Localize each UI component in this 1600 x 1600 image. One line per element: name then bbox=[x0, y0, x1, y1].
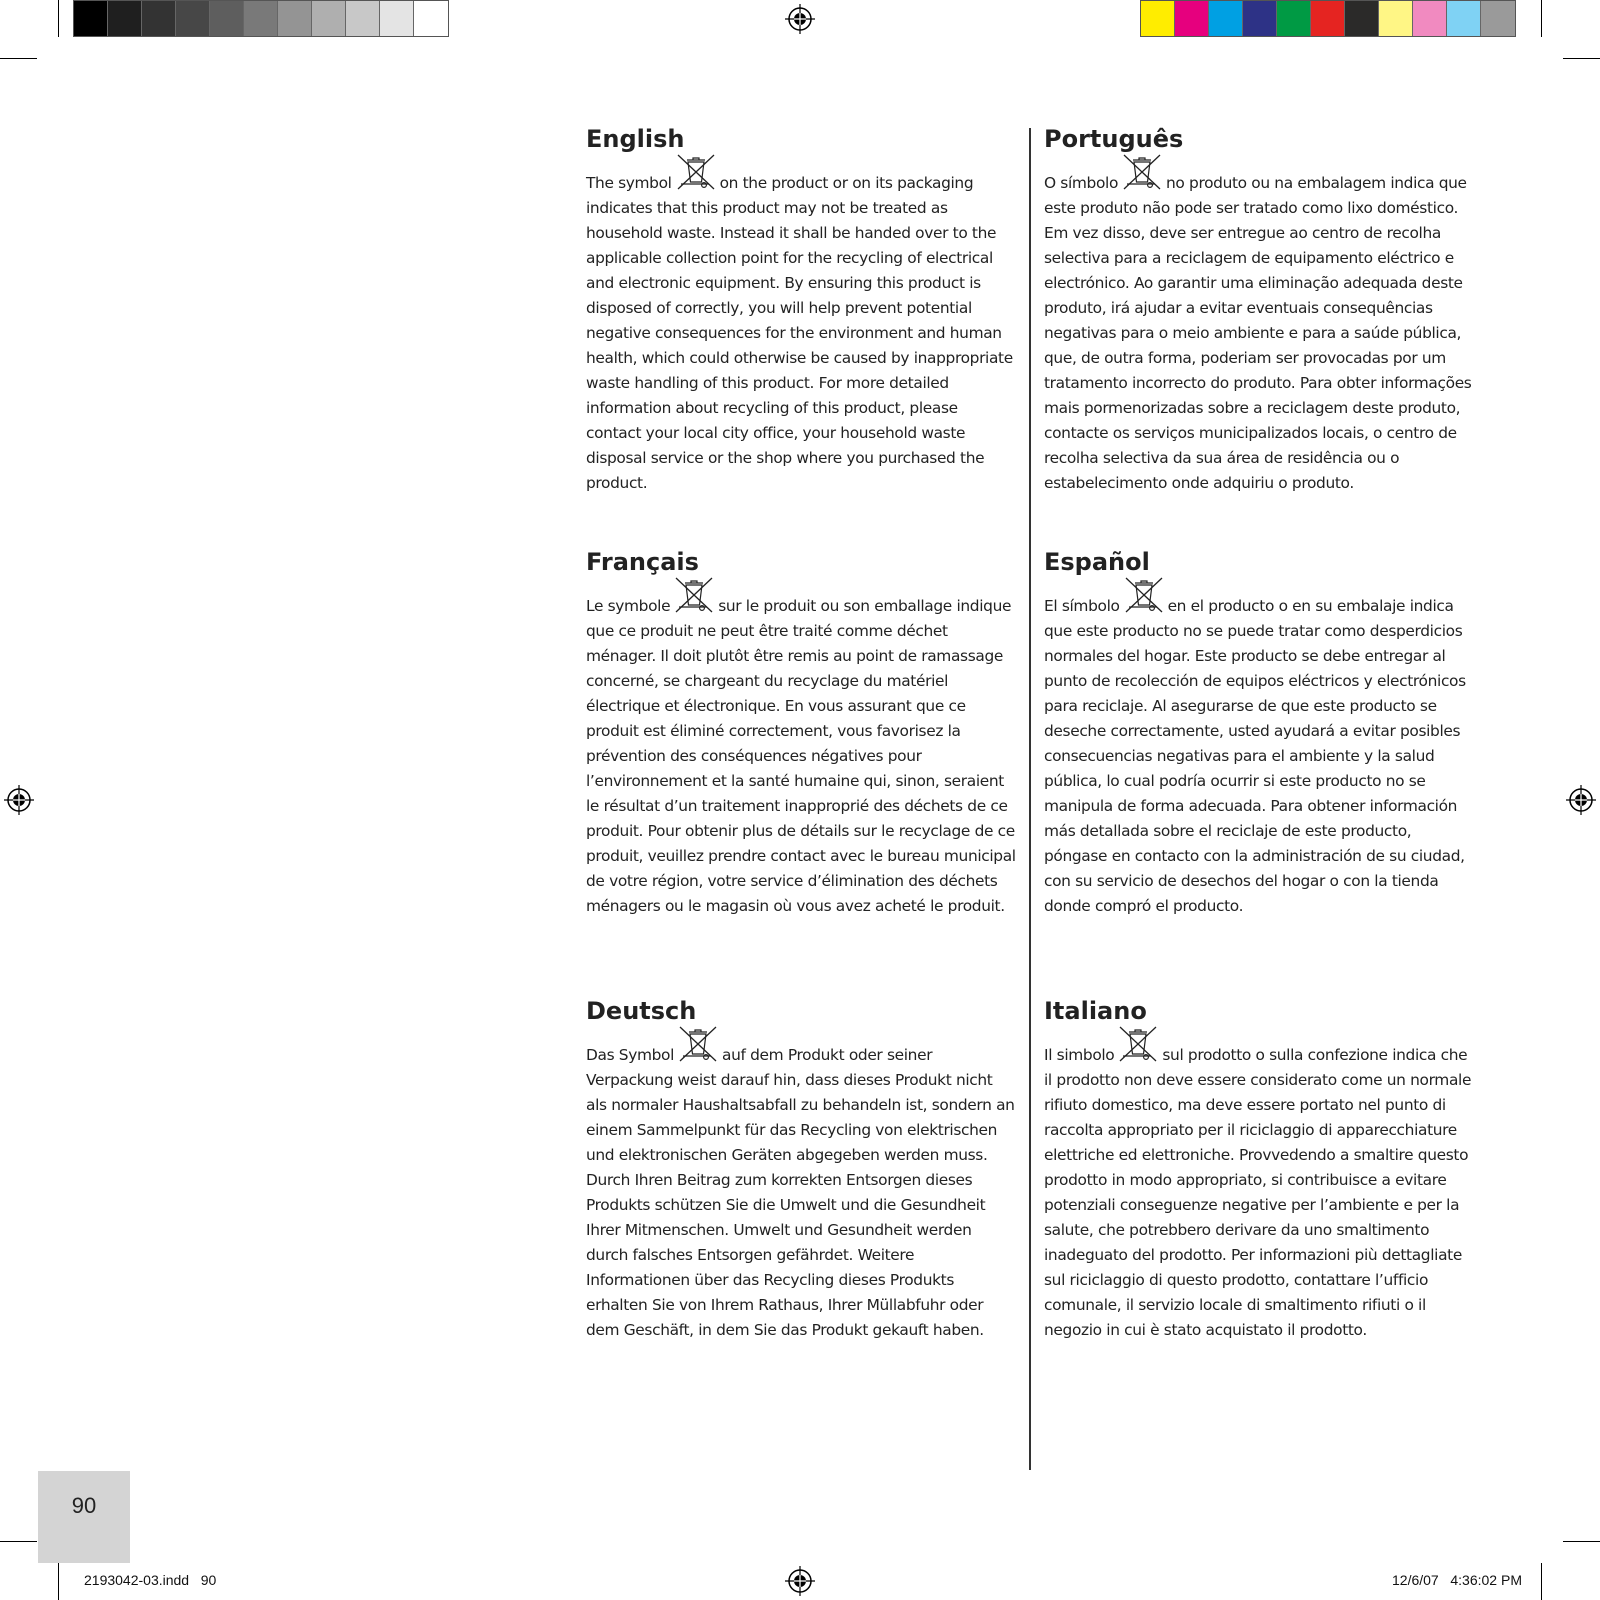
weee-bin-icon bbox=[1124, 575, 1164, 615]
color-swatch bbox=[1141, 1, 1175, 36]
column-divider bbox=[1029, 128, 1031, 1470]
color-swatch bbox=[1413, 1, 1447, 36]
section-deutsch bbox=[586, 996, 1016, 1343]
color-swatch bbox=[1277, 1, 1311, 36]
color-swatch bbox=[176, 1, 210, 36]
color-swatch bbox=[1243, 1, 1277, 36]
color-swatch bbox=[380, 1, 414, 36]
crop-mark bbox=[0, 58, 37, 59]
crop-mark bbox=[1541, 1563, 1542, 1600]
weee-bin-icon bbox=[678, 1024, 718, 1064]
section-espanol bbox=[1044, 547, 1474, 919]
color-swatch bbox=[1209, 1, 1243, 36]
color-swatch bbox=[312, 1, 346, 36]
crop-mark bbox=[58, 0, 59, 37]
color-swatch bbox=[346, 1, 380, 36]
crop-mark bbox=[1563, 1541, 1600, 1542]
section-title: Português bbox=[1044, 125, 1184, 153]
crop-mark bbox=[58, 1563, 59, 1600]
crop-mark bbox=[0, 1541, 37, 1542]
section-body: Le symbole sur le produit ou son emballage indique que ce produit ne peut être traité comme déchet ménager. Il doit plutôt être remis au point de ramassage concerné, se chargeant du recyclage du matériel électrique et électronique. En vous assurant que ce produit est éliminé correctement, vous favorisez la prévention des conséquences négatives pour l’environnement et la santé humaine qui, sinon, seraient le résultat d’un traitement inapproprié des déchets de ce produit. Pour obtenir plus de détails sur le recyclage de ce produit, veuillez prendre contact avec le bureau municipal de votre région, votre service d’élimination des déchets ménagers ou le magasin où vous avez acheté le produit. bbox=[586, 591, 1016, 919]
color-swatch bbox=[414, 1, 448, 36]
registration-mark-icon bbox=[785, 1566, 815, 1596]
color-swatch bbox=[278, 1, 312, 36]
weee-bin-icon bbox=[1122, 152, 1162, 192]
section-body: El símbolo en el producto o en su embalaje indica que este producto no se puede tratar como desperdicios normales del hogar. Este producto se debe entregar al punto de recolección de equipos eléctricos y electrónicos para reciclaje. Al asegurarse de que este producto se deseche correctamente, usted ayudará a evitar posibles consecuencias negativas para el ambiente y la salud pública, lo cual podría ocurrir si este producto no se manipula de forma adecuada. Para obtener información más detallada sobre el reciclaje de este producto, póngase en contacto con la administración de su ciudad, con su servicio de desechos del hogar o con la tienda donde compró el producto. bbox=[1044, 591, 1474, 919]
print-timestamp: 12/6/07 4:36:02 PM bbox=[1392, 1572, 1522, 1588]
color-swatch bbox=[244, 1, 278, 36]
color-swatch bbox=[1175, 1, 1209, 36]
registration-mark-icon bbox=[785, 4, 815, 34]
color-swatch bbox=[1379, 1, 1413, 36]
section-italiano bbox=[1044, 996, 1474, 1343]
color-swatch bbox=[1311, 1, 1345, 36]
section-body: The symbol on the product or on its packaging indicates that this product may not be treated as household waste. Instead it shall be handed over to the applicable collection point for the recycling of electrical and electronic equipment. By ensuring this product is disposed of correctly, you will help prevent potential negative consequences for the environment and human health, which could otherwise be caused by inappropriate waste handling of this product. For more detailed information about recycling of this product, please contact your local city office, your household waste disposal service or the shop where you purchased the product. bbox=[586, 168, 1016, 496]
section-title: Español bbox=[1044, 548, 1150, 576]
color-swatch bbox=[1447, 1, 1481, 36]
weee-bin-icon bbox=[674, 575, 714, 615]
registration-mark-icon bbox=[1566, 785, 1596, 815]
grayscale-color-bar bbox=[73, 0, 449, 37]
section-francais bbox=[586, 547, 1016, 919]
section-title: Deutsch bbox=[586, 997, 697, 1025]
color-swatch bbox=[1481, 1, 1515, 36]
section-body: Das Symbol auf dem Produkt oder seiner Verpackung weist darauf hin, dass dieses Produkt nicht als normaler Haushaltsabfall zu behandeln ist, sondern an einem Sammelpunkt für das Recycling von elektrischen und elektronischen Geräten abgegeben werden muss. Durch Ihren Beitrag zum korrekten Entsorgen dieses Produkts schützen Sie die Umwelt und die Gesundheit Ihrer Mitmenschen. Umwelt und Gesundheit werden durch falsches Entsorgen gefährdet. Weitere Informationen über das Recycling dieses Produkts erhalten Sie von Ihrem Rathaus, Ihrer Müllabfuhr oder dem Geschäft, in dem Sie das Produkt gekauft haben. bbox=[586, 1040, 1016, 1343]
color-swatch bbox=[210, 1, 244, 36]
page-number: 90 bbox=[38, 1471, 130, 1563]
section-title: Italiano bbox=[1044, 997, 1147, 1025]
registration-mark-icon bbox=[4, 785, 34, 815]
color-swatch bbox=[1345, 1, 1379, 36]
crop-mark bbox=[1541, 0, 1542, 37]
section-title: Français bbox=[586, 548, 699, 576]
color-swatch bbox=[142, 1, 176, 36]
weee-bin-icon bbox=[1118, 1024, 1158, 1064]
file-slug: 2193042-03.indd 90 bbox=[84, 1572, 217, 1588]
section-english bbox=[586, 124, 1016, 496]
section-body: O símbolo no produto ou na embalagem indica que este produto não pode ser tratado como lixo doméstico. Em vez disso, deve ser entregue ao centro de recolha selectiva para a reciclagem de equipamento eléctrico e electrónico. Ao garantir uma eliminação adequada deste produto, irá ajudar a evitar eventuais consequências negativas para o meio ambiente e para a saúde pública, que, de outra forma, poderiam ser provocadas por um tratamento incorrecto do produto. Para obter informações mais pormenorizadas sobre a reciclagem deste produto, contacte os serviços municipalizados locais, o centro de recolha selectiva da sua área de residência ou o estabelecimento onde adquiriu o produto. bbox=[1044, 168, 1474, 496]
color-swatch bbox=[108, 1, 142, 36]
section-portugues bbox=[1044, 124, 1474, 496]
crop-mark bbox=[1563, 58, 1600, 59]
color-swatch bbox=[74, 1, 108, 36]
section-title: English bbox=[586, 125, 685, 153]
process-color-bar bbox=[1140, 0, 1516, 37]
weee-bin-icon bbox=[676, 152, 716, 192]
section-body: Il simbolo sul prodotto o sulla confezione indica che il prodotto non deve essere considerato come un normale rifiuto domestico, ma deve essere portato nel punto di raccolta appropriato per il riciclaggio di apparecchiature elettriche ed elettroniche. Provvedendo a smaltire questo prodotto in modo appropriato, si contribuisce a evitare potenziali conseguenze negative per l’ambiente e per la salute, che potrebbero derivare da uno smaltimento inadeguato del prodotto. Per informazioni più dettagliate sul riciclaggio di questo prodotto, contattare l’ufficio comunale, il servizio locale di smaltimento rifiuti o il negozio in cui è stato acquistato il prodotto. bbox=[1044, 1040, 1474, 1343]
